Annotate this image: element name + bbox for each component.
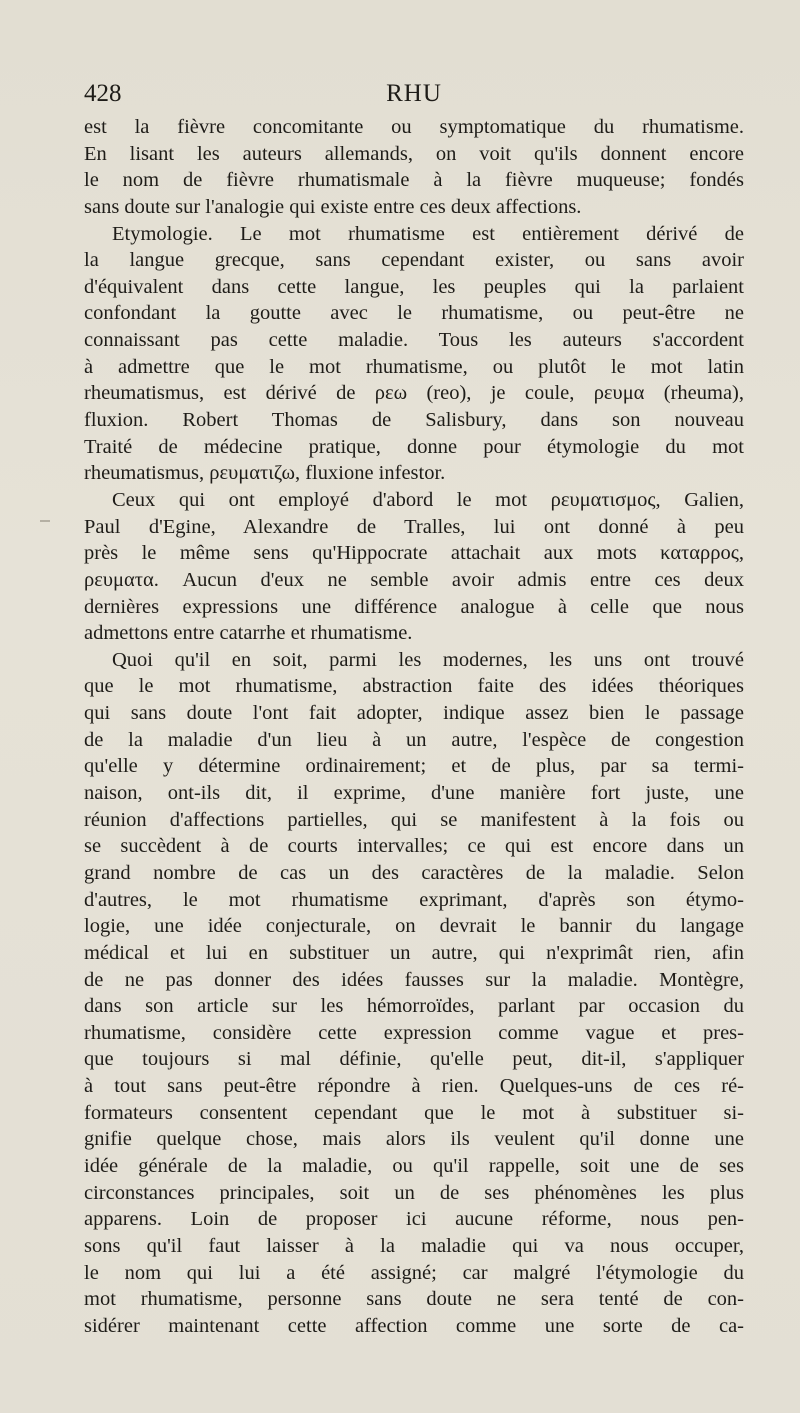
page-number: 428 (84, 80, 122, 107)
text-line: Quoi qu'il en soit, parmi les modernes, les uns ont trouvé (112, 648, 744, 671)
text-line: d'autres, le mot rhumatisme exprimant, d'après son étymo- (84, 888, 744, 911)
running-head: RHU (386, 80, 442, 107)
text-line: le nom qui lui a été assigné; car malgré l'étymologie du (84, 1261, 744, 1284)
text-line: Etymologie. Le mot rhumatisme est entièrement dérivé de (112, 222, 744, 245)
text-line: rhumatisme, considère cette expression comme vague et pres- (84, 1021, 744, 1044)
text-line: près le même sens qu'Hippocrate attachait aux mots καταρρος, (84, 542, 744, 565)
text-line: que le mot rhumatisme, abstraction faite des idées théoriques (84, 675, 744, 698)
text-line: médical et lui en substituer un autre, qui n'exprimât rien, afin (84, 941, 744, 964)
text-line: naison, ont-ils dit, il exprime, d'une manière fort juste, une (84, 782, 744, 805)
text-line: confondant la goutte avec le rhumatisme, ou peut-être ne (84, 302, 744, 325)
margin-mark (40, 520, 50, 522)
text-line: de la maladie d'un lieu à un autre, l'espèce de congestion (84, 728, 744, 751)
text-line: qu'elle y détermine ordinairement; et de plus, par sa termi- (84, 755, 744, 778)
text-line: circonstances principales, soit un de ses phénomènes les plus (84, 1181, 744, 1204)
text-line: Traité de médecine pratique, donne pour étymologie du mot (84, 435, 744, 458)
text-line: à admettre que le mot rhumatisme, ou plutôt le mot latin (84, 355, 744, 378)
text-line: ρευματα. Aucun d'eux ne semble avoir admis entre ces deux (84, 568, 744, 591)
text-line: d'équivalent dans cette langue, les peuples qui la parlaient (84, 275, 744, 298)
text-line: se succèdent à de courts intervalles; ce qui est encore dans un (84, 835, 744, 858)
text-line: fluxion. Robert Thomas de Salisbury, dans son nouveau (84, 409, 744, 432)
text-line: est la fièvre concomitante ou symptomatique du rhumatisme. (84, 116, 744, 138)
text-line: Ceux qui ont employé d'abord le mot ρευματισμος, Galien, (112, 488, 744, 511)
text-line: En lisant les auteurs allemands, on voit qu'ils donnent encore (84, 142, 744, 165)
text-line: sidérer maintenant cette affection comme une sorte de ca- (84, 1314, 744, 1337)
text-line: réunion d'affections partielles, qui se manifestent à la fois ou (84, 808, 744, 831)
text-line: admettons entre catarrhe et rhumatisme. (84, 622, 413, 645)
body-text (84, 114, 744, 1339)
page-header (84, 78, 744, 114)
text-line: de ne pas donner des idées fausses sur la maladie. Montègre, (84, 968, 744, 991)
text-line: dernières expressions une différence analogue à celle que nous (84, 595, 744, 618)
text-line: le nom de fièvre rhumatismale à la fièvre muqueuse; fondés (84, 169, 744, 192)
text-line: connaissant pas cette maladie. Tous les auteurs s'accordent (84, 329, 744, 352)
text-line: grand nombre de cas un des caractères de la maladie. Selon (84, 861, 744, 884)
text-line: rheumatismus, est dérivé de ρεω (reo), je coule, ρευμα (rheuma), (84, 382, 744, 405)
text-line: mot rhumatisme, personne sans doute ne sera tenté de con- (84, 1288, 744, 1311)
text-line: à tout sans peut-être répondre à rien. Quelques-uns de ces ré- (84, 1075, 744, 1098)
text-line: sons qu'il faut laisser à la maladie qui va nous occuper, (84, 1234, 744, 1257)
text-line: idée générale de la maladie, ou qu'il rappelle, soit une de ses (84, 1154, 744, 1177)
text-line: qui sans doute l'ont fait adopter, indique assez bien le passage (84, 702, 744, 725)
text-line: logie, une idée conjecturale, on devrait le bannir du langage (84, 915, 744, 938)
text-line: apparens. Loin de proposer ici aucune réforme, nous pen- (84, 1208, 744, 1231)
text-line: dans son article sur les hémorroïdes, parlant par occasion du (84, 995, 744, 1018)
text-line: formateurs consentent cependant que le mot à substituer si- (84, 1101, 744, 1124)
text-line: rheumatismus, ρευματιζω, fluxione infestor. (84, 462, 446, 485)
text-line: gnifie quelque chose, mais alors ils veulent qu'il donne une (84, 1128, 744, 1151)
text-line: que toujours si mal définie, qu'elle peut, dit-il, s'appliquer (84, 1048, 744, 1071)
text-line: la langue grecque, sans cependant exister, ou sans avoir (84, 249, 744, 272)
text-line: Paul d'Egine, Alexandre de Tralles, lui ont donné à peu (84, 515, 744, 538)
text-line: sans doute sur l'analogie qui existe entre ces deux affections. (84, 195, 582, 218)
